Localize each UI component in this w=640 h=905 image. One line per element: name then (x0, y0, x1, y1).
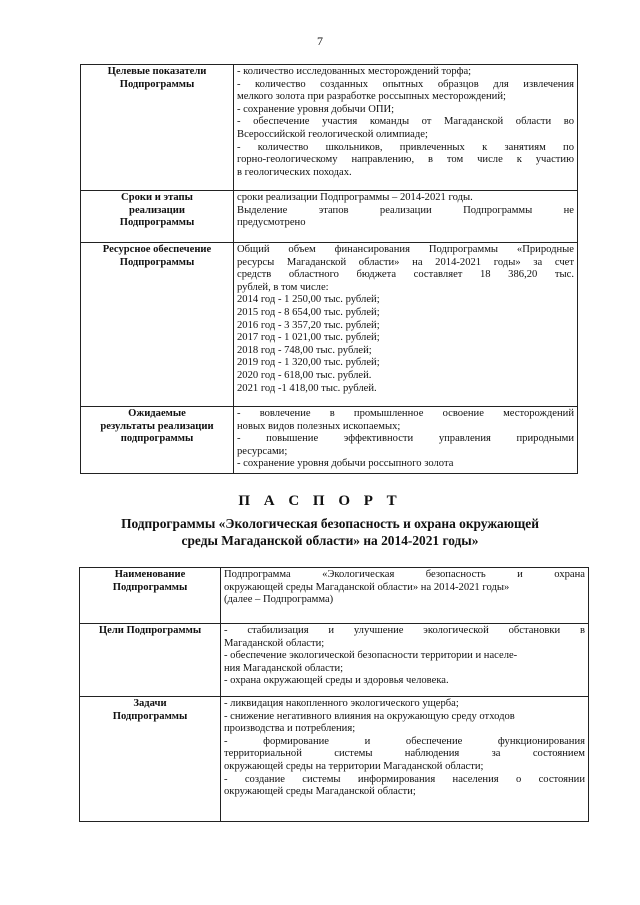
row-content: сроки реализации Подпрограммы – 2014-2021 годы. Выделение этапов реализации Подпрограммы не предусмотрено (234, 191, 578, 243)
table-row-target-indicators (81, 65, 578, 191)
row-label: Ресурсное обеспечение Подпрограммы (81, 243, 234, 407)
row-label: Ожидаемые результаты реализации подпрограммы (81, 407, 234, 474)
row-label: Наименование Подпрограммы (80, 568, 221, 624)
row-label: Целевые показатели Подпрограммы (81, 65, 234, 191)
program-table-ecology (79, 567, 589, 822)
page-number: 7 (317, 34, 323, 48)
row-label: Сроки и этапы реализации Подпрограммы (81, 191, 234, 243)
row-content: - количество исследованных месторождений торфа; - количество созданных опытных образцов для извлечения мелкого золота при разработке россыпных месторождений; - сохранение уровня добычи ОПИ; - обеспечение участия команды от Магаданской области во Всероссийской геологической олимпиаде; - количество школьников, привлеченных к занятиям по горно-геологическому направлению, в том числе к участию в геологических походах. (234, 65, 578, 191)
table-row-timeline (81, 191, 578, 243)
passport-title: П А С П О Р Т (238, 493, 402, 509)
row-label: Задачи Подпрограммы (80, 697, 221, 822)
row-content: Общий объем финансирования Подпрограммы «Природные ресурсы Магаданской области» на 2014-2021 годы» за счет средств областного бюджета составляет 18 386,20 тыс. рублей, в том числе: 2014 год - 1 250,00 тыс. рублей; 2015 год - 8 654,00 тыс. рублей; 2016 год - 3 357,20 тыс. рублей; 2017 год - 1 021,00 тыс. рублей; 2018 год - 748,00 тыс. рублей; 2019 год - 1 320,00 тыс. рублей; 2020 год - 618,00 тыс. рублей. 2021 год -1 418,00 тыс. рублей. (234, 243, 578, 407)
table-row-expected-results (81, 407, 578, 474)
program-table-natural-resources (80, 64, 578, 474)
passport-subtitle: Подпрограммы «Экологическая безопасность и охрана окружающей среды Магаданской области» на 2014-2021 годы» (121, 516, 539, 548)
row-content: Подпрограмма «Экологическая безопасность и охрана окружающей среды Магаданской области» на 2014-2021 годы» (далее – Подпрограмма) (221, 568, 589, 624)
row-label: Цели Подпрограммы (80, 624, 221, 697)
table-row-funding (81, 243, 578, 407)
row-content: - ликвидация накопленного экологического ущерба; - снижение негативного влияния на окружающую среду отходов производства и потребления; - формирование и обеспечение функционирования территориальной системы наблюдения за состоянием окружающей среды на территории Магаданской области; - создание системы информирования населения о состоянии окружающей среды Магаданской области; (221, 697, 589, 822)
row-content: - стабилизация и улучшение экологической обстановки в Магаданской области; - обеспечение экологической безопасности территории и населе- ния Магаданской области; - охрана окружающей среды и здоровья человека. (221, 624, 589, 697)
row-content: - вовлечение в промышленное освоение месторождений новых видов полезных ископаемых; - повышение эффективности управления природными ресурсами; - сохранение уровня добычи россыпного золота (234, 407, 578, 474)
table-row-goals (80, 624, 589, 697)
table-row-name (80, 568, 589, 624)
table-row-tasks (80, 697, 589, 822)
